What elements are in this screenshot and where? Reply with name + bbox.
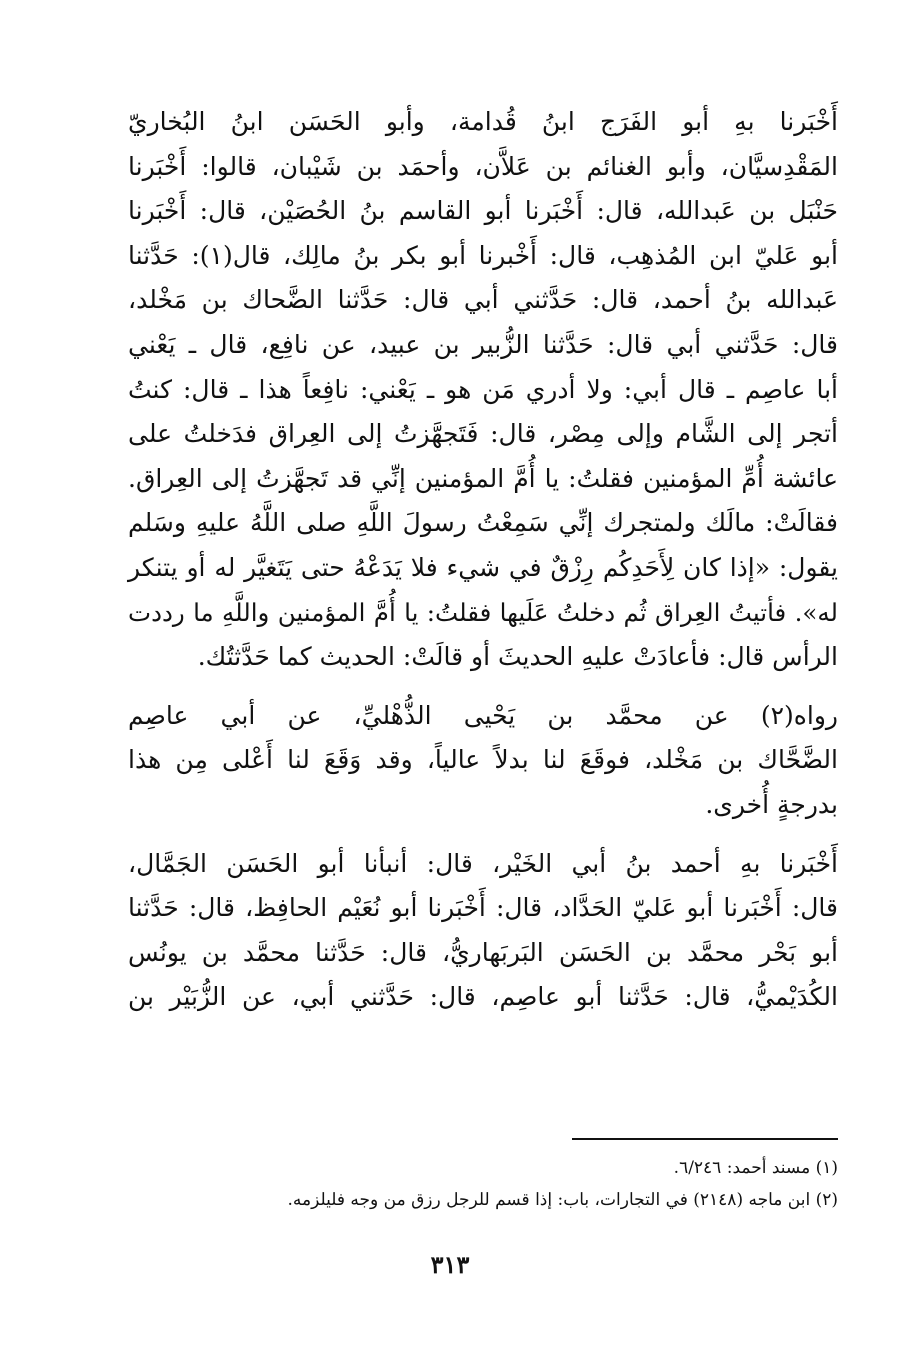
- text-line: أتجر إلى الشَّام وإلى مِصْر، قال: فَتَجهَّزتُ إلى العِراق فدَخلتُ على: [128, 419, 838, 449]
- footnotes: [128, 1152, 838, 1216]
- paragraph-2: [128, 694, 838, 828]
- text-line: عَبدالله بنُ أحمد، قال: حَدَّثني أبي قال: حَدَّثنا الضَّحاك بن مَخْلد،: [128, 285, 838, 315]
- page-number: ٣١٣: [430, 1250, 470, 1279]
- text-line: أبو بَحْر محمَّد بن الحَسَن البَربَهاريُّ، قال: حَدَّثنا محمَّد بن يونُس: [128, 937, 838, 967]
- text-line: قال: حَدَّثني أبي قال: حَدَّثنا الزُّبير بن عبيد، عن نافِع، قال ـ يَعْني: [128, 329, 838, 359]
- text-line: قال: أَخْبَرنا أبو عَليّ الحَدَّاد، قال: أَخْبَرنا أبو نُعَيْم الحافِظ، قال: حَدَّثنا: [128, 893, 838, 923]
- text-line: الكُدَيْميُّ، قال: حَدَّثنا أبو عاصِم، قال: حَدَّثني أبي، عن الزُّبَيْر بن: [128, 982, 838, 1012]
- page-body: [128, 100, 838, 1020]
- text-line: فقالَتْ: مالَك ولمتجرك إنِّي سَمِعْتُ رسولَ اللَّهِ صلى اللَّهُ عليهِ وسَلم: [128, 508, 838, 538]
- text-line: أبو عَليّ ابن المُذهِب، قال: أَخْبرنا أبو بكر بنُ مالِك، قال(١): حَدَّثنا: [128, 240, 838, 270]
- footnote-divider: [572, 1138, 838, 1140]
- text-line: بدرجةٍ أُخرى.: [705, 789, 838, 819]
- text-line: عائشة أُمِّ المؤمنين فقلتُ: يا أُمَّ المؤمنين إنِّي قد تَجهَّزتُ إلى العِراق.: [128, 463, 838, 493]
- text-line: له». فأتيتُ العِراق ثُم دخلتُ عَلَيها فقلتُ: يا أُمَّ المؤمنين واللَّهِ ما رددت: [128, 597, 838, 627]
- footnote-2: (٢) ابن ماجه (٢١٤٨) في التجارات، باب: إذا قسم للرجل رزق من وجه فليلزمه.: [287, 1190, 838, 1210]
- text-line: أَخْبَرنا بهِ أحمد بنُ أبي الخَيْر، قال: أنبأنا أبو الحَسَن الجَمَّال،: [128, 848, 838, 878]
- text-line: المَقْدِسيَّان، وأبو الغنائم بن عَلاَّن، وأحمَد بن شَيْبان، قالوا: أَخْبَرنا: [128, 151, 838, 181]
- footnote-1: (١) مسند أحمد: ٦/٢٤٦.: [673, 1158, 838, 1178]
- paragraph-1: [128, 100, 838, 680]
- text-line: أبا عاصِم ـ قال أبي: ولا أدري مَن هو ـ يَعْني: نافِعاً هذا ـ قال: كنتُ: [128, 374, 838, 404]
- paragraph-3: [128, 842, 838, 1020]
- text-line: الرأس قال: فأعادَتْ عليهِ الحديثَ أو قالَتْ: الحديث كما حَدَّثتُك.: [197, 642, 838, 672]
- text-line: يقول: «إذا كان لِأَحَدِكُم رِزْقٌ في شيء فلا يَدَعْهُ حتى يَتَغيَّر له أو يتنكر: [128, 552, 838, 582]
- text-line: رواه(٢) عن محمَّد بن يَحْيى الذُّهْليِّ، عن أبي عاصِم: [128, 700, 838, 730]
- text-line: حَنْبَل بن عَبدالله، قال: أَخْبَرنا أبو القاسم بنُ الحُصَيْن، قال: أَخْبَرنا: [128, 196, 838, 226]
- text-line: أَخْبَرنا بهِ أبو الفَرَج ابنُ قُدامة، وأبو الحَسَن ابنُ البُخاريّ: [128, 107, 838, 136]
- text-line: الضَّحَّاك بن مَخْلد، فوقَعَ لنا بدلاً عالياً، وقد وَقَعَ لنا أَعْلى مِن هذا: [128, 745, 838, 775]
